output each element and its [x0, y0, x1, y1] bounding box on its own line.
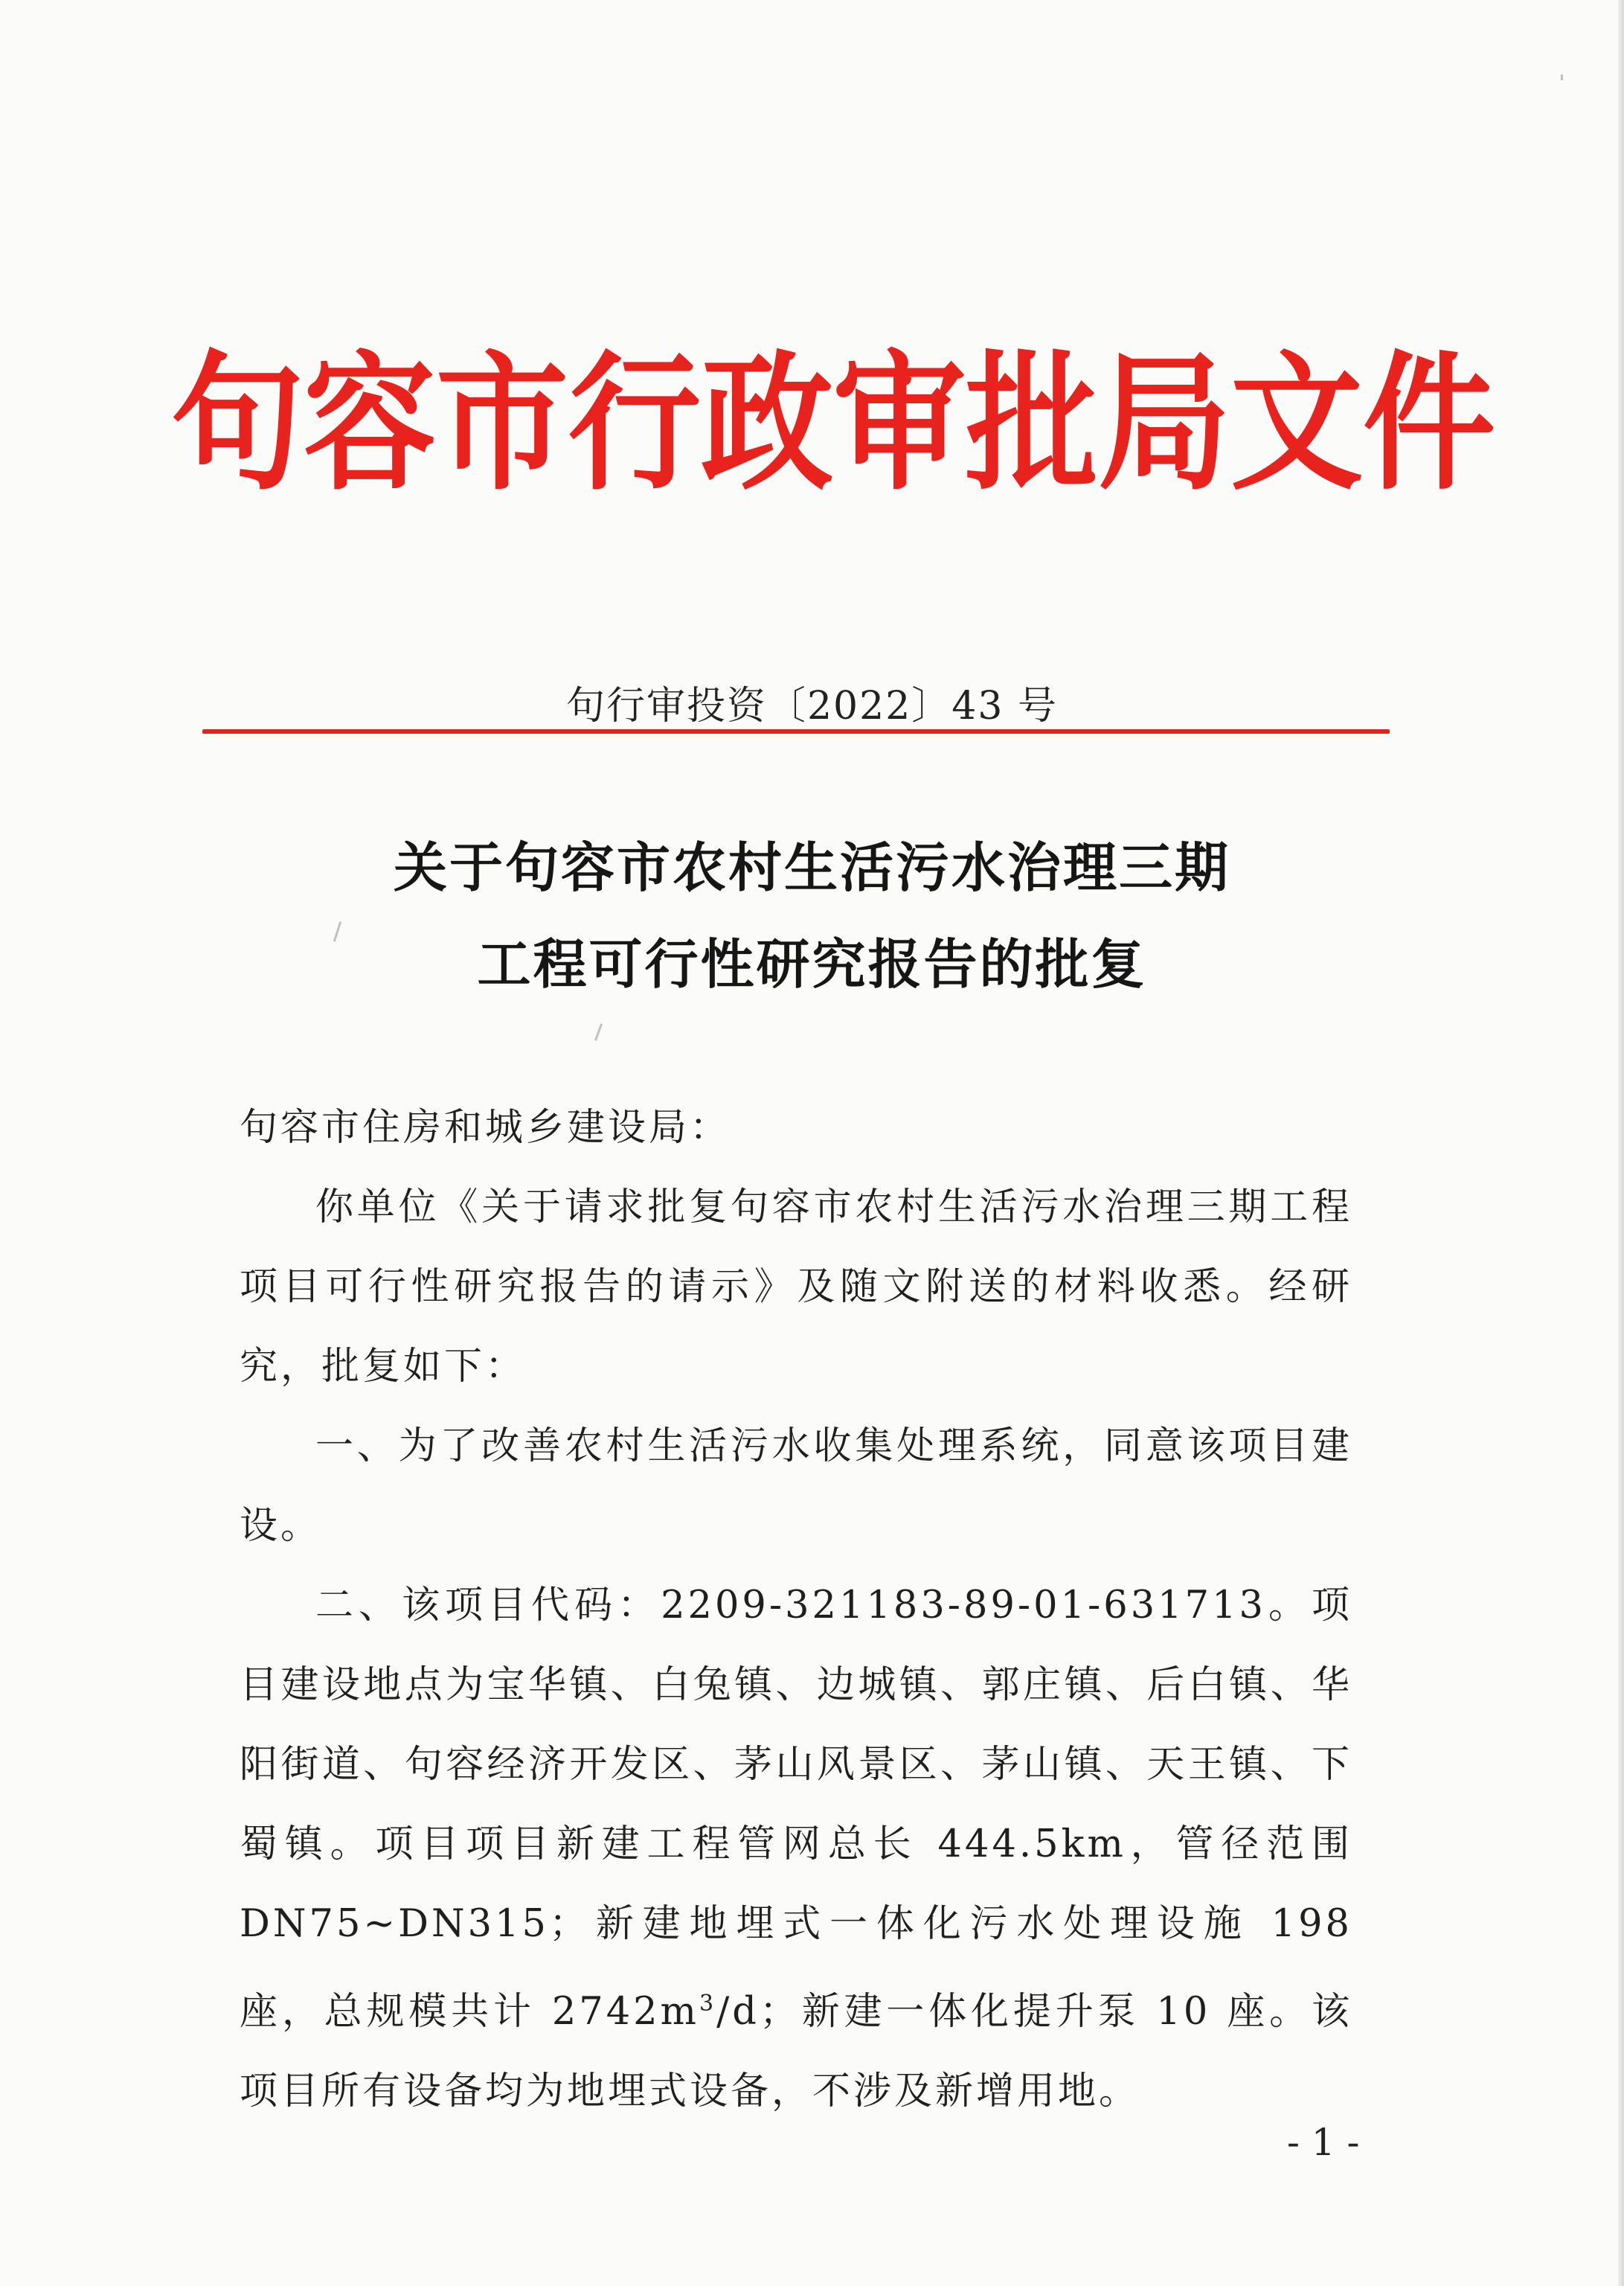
scan-speck	[594, 1023, 603, 1041]
paragraph-item-1: 一、为了改善农村生活污水收集处理系统，同意该项目建设。	[240, 1424, 1352, 1548]
superscript-unit: 3	[699, 1991, 717, 2017]
paragraph-intro: 你单位《关于请求批复句容市农村生活污水治理三期工程项目可行性研究报告的请示》及随文附送的材料收悉。经研究，批复如下：	[240, 1185, 1352, 1389]
red-separator-rule	[202, 729, 1390, 734]
header-char: 容	[304, 337, 436, 510]
header-char: 行	[568, 337, 701, 510]
header-char: 市	[436, 337, 568, 510]
header-char: 文	[1230, 337, 1363, 510]
paragraph-item-2-text-a: 二、该项目代码：2209-321183-89-01-631713。项目建设地点为宝华镇、白兔镇、边城镇、郭庄镇、后白镇、华阳街道、句容经济开发区、茅山风景区、茅山镇、天王镇、下蜀镇。项目项目新建工程管网总长 444.5km，管径范围 DN75~DN315；新建地埋式一体化污水处理设施 198 座，总规模共计 2742m	[240, 1584, 1352, 2034]
header-char: 政	[701, 337, 833, 510]
header-char: 句	[171, 337, 304, 510]
document-title-line-2: 工程可行性研究报告的批复	[477, 932, 1147, 996]
header-char: 件	[1363, 337, 1495, 510]
document-title-line-1: 关于句容市农村生活污水治理三期	[393, 836, 1230, 899]
document-body	[240, 1088, 1352, 2131]
page-number: - 1 -	[1287, 2121, 1360, 2164]
document-number: 句行审投资〔2022〕43 号	[565, 684, 1059, 729]
paragraph-item-2-text-b: /d；新建一体化提升泵 10 座。该项目所有设备均为地埋式设备，不涉及新增用地。	[240, 1990, 1352, 2113]
paragraph-item-2	[240, 1566, 1352, 2131]
header-char: 批	[966, 337, 1098, 510]
header-char: 审	[833, 337, 966, 510]
page-edge-shadow	[1618, 0, 1624, 2286]
header-char: 局	[1098, 337, 1230, 510]
addressee: 句容市住房和城乡建设局：	[240, 1106, 731, 1150]
scan-speck	[1561, 74, 1563, 80]
issuing-authority-header	[171, 337, 1495, 510]
